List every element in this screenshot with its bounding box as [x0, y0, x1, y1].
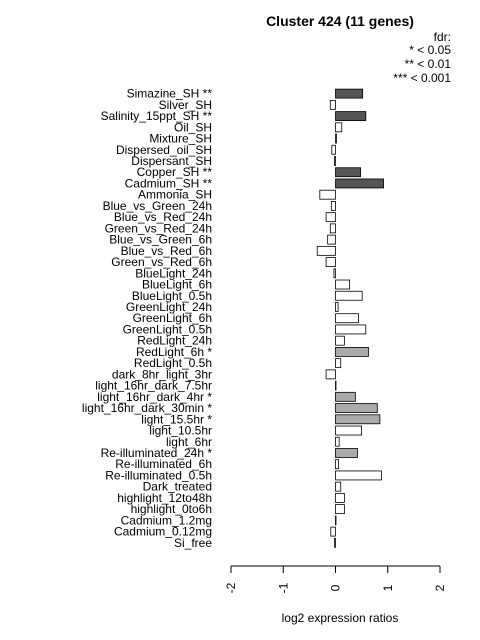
bar	[336, 460, 339, 469]
bar	[336, 134, 337, 143]
legend-title: fdr:	[433, 30, 451, 44]
category-label: BlueLight_0.5h	[131, 288, 212, 303]
bar	[336, 291, 363, 300]
legend-entry-fdr-001: ** < 0.01	[404, 57, 451, 71]
category-label: RedLight_6h *	[135, 344, 212, 359]
bar	[330, 100, 335, 109]
category-label: highlight_12to48h	[117, 490, 212, 505]
bar	[317, 246, 335, 255]
x-tick-label: -2	[224, 582, 238, 594]
category-label: Cadmium_1.2mg	[120, 513, 212, 528]
bar	[336, 325, 366, 334]
bar	[336, 89, 363, 98]
bar	[336, 280, 350, 289]
category-label: light_16hr_dark_30min *	[81, 401, 212, 416]
category-label: Dispersant_SH	[131, 154, 212, 168]
category-label: GreenLight_6h	[132, 311, 212, 326]
category-label: dark_8hr_light_3hr	[111, 367, 212, 382]
bar	[326, 258, 335, 267]
category-label: GreenLight_24h	[125, 299, 212, 314]
bar	[334, 269, 336, 278]
bar	[331, 527, 336, 536]
bar	[334, 157, 335, 166]
category-label: Oil_SH	[173, 120, 212, 135]
category-label: Green_vs_Red_24h	[104, 221, 212, 236]
category-label: Blue_vs_Green_6h	[109, 232, 212, 247]
category-label: BlueLight_6h	[141, 277, 212, 292]
x-tick-label: 1	[380, 584, 395, 592]
bar	[328, 235, 336, 244]
category-label: BlueLight_24h	[135, 266, 212, 281]
category-label: light_16hr_dark_7.5hr	[95, 378, 212, 393]
category-label: Cadmium_0.12mg	[113, 524, 212, 539]
bar	[336, 426, 362, 435]
category-label: light_15.5hr *	[141, 412, 212, 427]
category-label: Dark_treated	[142, 479, 212, 494]
category-label: Ammonia_SH	[137, 187, 212, 202]
bar	[320, 190, 336, 199]
category-label: light_10.5hr	[149, 423, 212, 438]
chart-title: Cluster 424 (11 genes)	[266, 13, 414, 29]
bar	[332, 145, 336, 154]
bar	[336, 314, 359, 323]
legend-entry-fdr-005: * < 0.05	[409, 43, 451, 57]
bar	[336, 347, 369, 356]
bar	[331, 201, 335, 210]
bar	[336, 505, 345, 514]
category-label: Dispersed_oil_SH	[115, 142, 212, 157]
category-label: RedLight_0.5h	[133, 356, 212, 371]
category-label: Re-illuminated_24h *	[100, 445, 212, 460]
bar	[336, 482, 341, 491]
category-label: light_6hr	[165, 434, 212, 449]
category-label: Blue_vs_Green_24h	[102, 198, 212, 213]
category-label: Salinity_15ppt_SH **	[100, 109, 212, 124]
bar	[336, 381, 337, 390]
bar	[336, 437, 340, 446]
legend	[393, 30, 451, 85]
bar	[336, 123, 342, 132]
x-tick-label: -1	[276, 582, 291, 594]
bar	[336, 336, 345, 345]
category-label: Simazine_SH **	[126, 86, 212, 101]
bar	[336, 179, 384, 188]
bar	[336, 516, 337, 525]
category-label: light_16hr_dark_4hr *	[97, 389, 212, 404]
category-label: Copper_SH **	[136, 165, 212, 180]
bar	[326, 370, 335, 379]
bar	[336, 302, 339, 311]
bar	[336, 404, 378, 413]
bar	[326, 213, 335, 222]
category-label: Cadmium_SH **	[124, 176, 212, 191]
bar	[336, 493, 345, 502]
x-tick-label: 0	[328, 584, 343, 592]
category-label: Blue_vs_Red_6h	[120, 243, 212, 258]
bar	[330, 224, 335, 233]
bar	[336, 168, 361, 177]
legend-entry-fdr-0001: *** < 0.001	[393, 71, 451, 85]
category-label: RedLight_24h	[137, 333, 212, 348]
bar	[334, 538, 335, 547]
x-axis-label: log2 expression ratios	[281, 611, 399, 625]
bar	[336, 415, 380, 424]
category-label: Blue_vs_Red_24h	[113, 210, 212, 225]
x-axis	[224, 566, 447, 593]
category-label: Mixture_SH	[149, 131, 212, 146]
category-label: Re-illuminated_6h	[115, 457, 212, 472]
category-labels	[82, 87, 212, 550]
bar	[336, 471, 382, 480]
category-label: Silver_SH	[158, 97, 212, 112]
bar	[336, 112, 366, 121]
x-tick-label: 2	[433, 584, 447, 592]
category-label: Si_free	[173, 535, 212, 550]
category-label: highlight_0to6h	[130, 502, 212, 517]
bars	[317, 89, 383, 547]
category-label: GreenLight_0.5h	[122, 322, 212, 337]
category-label: Re-illuminated_0.5h	[105, 468, 212, 483]
bar	[336, 359, 341, 368]
category-label: Green_vs_Red_6h	[111, 255, 212, 270]
bar	[336, 448, 358, 457]
bar	[336, 392, 356, 401]
